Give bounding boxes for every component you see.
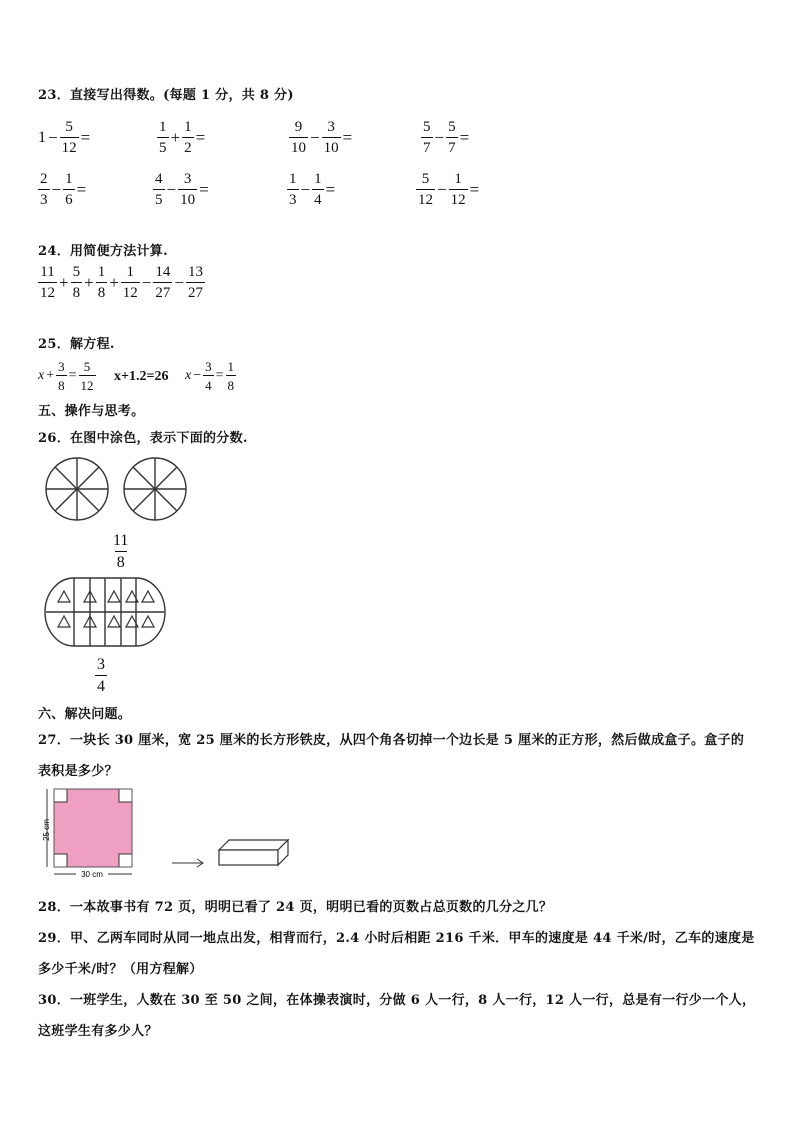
- q23-title: 23．直接写出得数。(每题 1 分，共 8 分): [38, 88, 294, 103]
- section-5-heading: 五、操作与思考。: [38, 404, 145, 419]
- numerator: 5: [72, 264, 81, 280]
- numerator: 4: [155, 171, 163, 187]
- fraction: [287, 172, 299, 208]
- fraction: [289, 120, 308, 156]
- operator: =: [459, 128, 470, 147]
- q30-line-1: 30．一班学生，人数在 30 至 50 之间，在体操表演时，分做 6 人一行，8 人一行，12 人一行，总是有一行少一个人，: [38, 993, 756, 1008]
- denominator: 8: [56, 375, 67, 392]
- numerator: 3: [205, 359, 212, 374]
- whole-number: 1: [38, 129, 46, 146]
- denominator: 27: [153, 282, 172, 301]
- numerator: 1: [454, 171, 462, 187]
- q30-line-2: 这班学生有多少人？: [38, 1024, 158, 1039]
- denominator: 8: [226, 375, 237, 392]
- operator: −: [437, 180, 447, 199]
- operator: =: [342, 128, 353, 147]
- q27-width-label: 30 cm: [81, 870, 103, 879]
- denominator: 3: [38, 189, 50, 208]
- operator: =: [469, 180, 480, 199]
- denominator: 4: [203, 375, 214, 392]
- numerator: 14: [155, 264, 171, 280]
- denominator: 8: [96, 282, 108, 301]
- fraction: [157, 120, 169, 156]
- section-6-heading: 六、解决问题。: [38, 707, 132, 722]
- operator: +: [46, 368, 55, 383]
- operator: −: [48, 128, 58, 147]
- denominator: 12: [121, 282, 140, 301]
- q23-item-5: [38, 172, 88, 208]
- q23-item-8: [416, 172, 481, 208]
- denominator: 12: [60, 137, 79, 156]
- fraction: [186, 265, 205, 301]
- fraction: [96, 265, 108, 301]
- variable: x: [38, 368, 45, 383]
- denominator: 12: [449, 189, 468, 208]
- q23-item-6: [153, 172, 211, 208]
- q26-fraction-1: $\frac{11}{8}$: [113, 532, 129, 571]
- q26-title: 26．在图中涂色，表示下面的分数.: [38, 431, 248, 446]
- numerator: 5: [65, 119, 73, 135]
- operator: =: [195, 128, 206, 147]
- numerator: 1: [289, 171, 297, 187]
- fraction: [182, 120, 194, 156]
- fraction: [312, 172, 324, 208]
- denominator: 8: [71, 282, 83, 301]
- q27-box-diagram: [38, 786, 298, 880]
- fraction: [322, 120, 341, 156]
- numerator: 1: [227, 359, 235, 374]
- operator: =: [199, 180, 209, 199]
- operator: −: [434, 128, 445, 147]
- denominator: 10: [289, 137, 308, 156]
- numerator: 1: [126, 264, 135, 280]
- numerator: 1: [184, 119, 192, 135]
- q25-title: 25．解方程.: [38, 337, 115, 352]
- operator: −: [193, 368, 202, 383]
- numerator: 5: [423, 119, 431, 135]
- q25-equation-3: [185, 360, 236, 392]
- q23-item-7: [287, 172, 337, 208]
- denominator: 12: [79, 375, 96, 392]
- numerator: 5: [421, 171, 430, 187]
- fraction: [416, 172, 435, 208]
- operator: =: [68, 368, 77, 383]
- numerator: 9: [294, 119, 303, 135]
- fraction: [178, 172, 197, 208]
- q27-box-icon: [219, 840, 288, 865]
- operator: −: [166, 180, 177, 199]
- denominator: 10: [178, 189, 197, 208]
- numerator: 1: [65, 171, 73, 187]
- operator: +: [109, 273, 119, 292]
- operator: −: [141, 273, 152, 292]
- operator: +: [170, 128, 181, 147]
- fraction: [153, 265, 172, 301]
- fraction: [60, 120, 79, 156]
- q24-expression: [38, 265, 205, 301]
- q25-equation-2: x+1.2=26: [114, 369, 169, 384]
- q27-line-2: 表积是多少？: [38, 764, 118, 779]
- denominator: 6: [63, 189, 75, 208]
- denominator: 2: [182, 137, 194, 156]
- fraction: [79, 360, 96, 392]
- denominator: 27: [186, 282, 205, 301]
- numerator: 11: [40, 264, 55, 280]
- operator: =: [76, 180, 87, 199]
- denominator: 7: [421, 137, 433, 156]
- fraction: [226, 360, 237, 392]
- variable: x: [185, 368, 192, 383]
- numerator: 3: [327, 119, 335, 135]
- q25-equation-1: [38, 360, 96, 392]
- operator: =: [325, 180, 336, 199]
- fraction: [38, 265, 57, 301]
- q29-line-1: 29．甲、乙两车同时从同一地点出发，相背而行，2.4 小时后相距 216 千米．甲车的速度是 44 千米/时，乙车的速度是: [38, 931, 755, 946]
- denominator: 12: [38, 282, 57, 301]
- operator: −: [51, 180, 62, 199]
- q26-oval-diagram: [44, 576, 166, 648]
- numerator: 1: [314, 171, 322, 187]
- q23-item-4: [421, 120, 471, 156]
- fraction: [38, 172, 50, 208]
- numerator: 3: [58, 359, 65, 374]
- denominator: 10: [322, 137, 341, 156]
- operator: −: [174, 273, 184, 292]
- denominator: 3: [287, 189, 299, 208]
- q27-height-label: 25 cm: [42, 819, 51, 841]
- q23-item-2: [157, 120, 207, 156]
- denominator: 5: [157, 137, 169, 156]
- q29-line-2: 多少千米/时？（用方程解）: [38, 962, 203, 977]
- fraction: [71, 265, 83, 301]
- operator: −: [310, 128, 320, 147]
- fraction: [121, 265, 140, 301]
- fraction: [203, 360, 214, 392]
- fraction: [421, 120, 433, 156]
- fraction: [153, 172, 165, 208]
- denominator: 12: [416, 189, 435, 208]
- q26-circle-diagram: [40, 454, 200, 524]
- numerator: 2: [40, 171, 48, 187]
- numerator: 13: [187, 264, 203, 280]
- q23-item-1: [38, 120, 92, 156]
- numerator: 1: [159, 119, 167, 135]
- operator: =: [215, 368, 224, 383]
- q26-fraction-2: $\frac{3}{4}$: [97, 656, 105, 695]
- operator: −: [300, 180, 311, 199]
- numerator: 3: [183, 171, 192, 187]
- q28-text: 28．一本故事书有 72 页，明明已看了 24 页，明明已看的页数占总页数的几分之几？: [38, 900, 553, 915]
- denominator: 5: [153, 189, 165, 208]
- fraction: [56, 360, 67, 392]
- numerator: 5: [448, 119, 456, 135]
- denominator: 7: [446, 137, 458, 156]
- fraction: [449, 172, 468, 208]
- q27-line-1: 27．一块长 30 厘米，宽 25 厘米的长方形铁皮，从四个角各切掉一个边长是 5 厘米的正方形，然后做成盒子。盒子的: [38, 733, 745, 748]
- numerator: 5: [83, 359, 91, 374]
- operator: +: [84, 273, 94, 292]
- q24-title: 24．用简便方法计算.: [38, 244, 168, 259]
- operator: +: [59, 273, 69, 292]
- numerator: 1: [97, 264, 106, 280]
- fraction: [63, 172, 75, 208]
- denominator: 4: [312, 189, 324, 208]
- q23-item-3: [289, 120, 354, 156]
- fraction: [446, 120, 458, 156]
- operator: =: [80, 128, 91, 147]
